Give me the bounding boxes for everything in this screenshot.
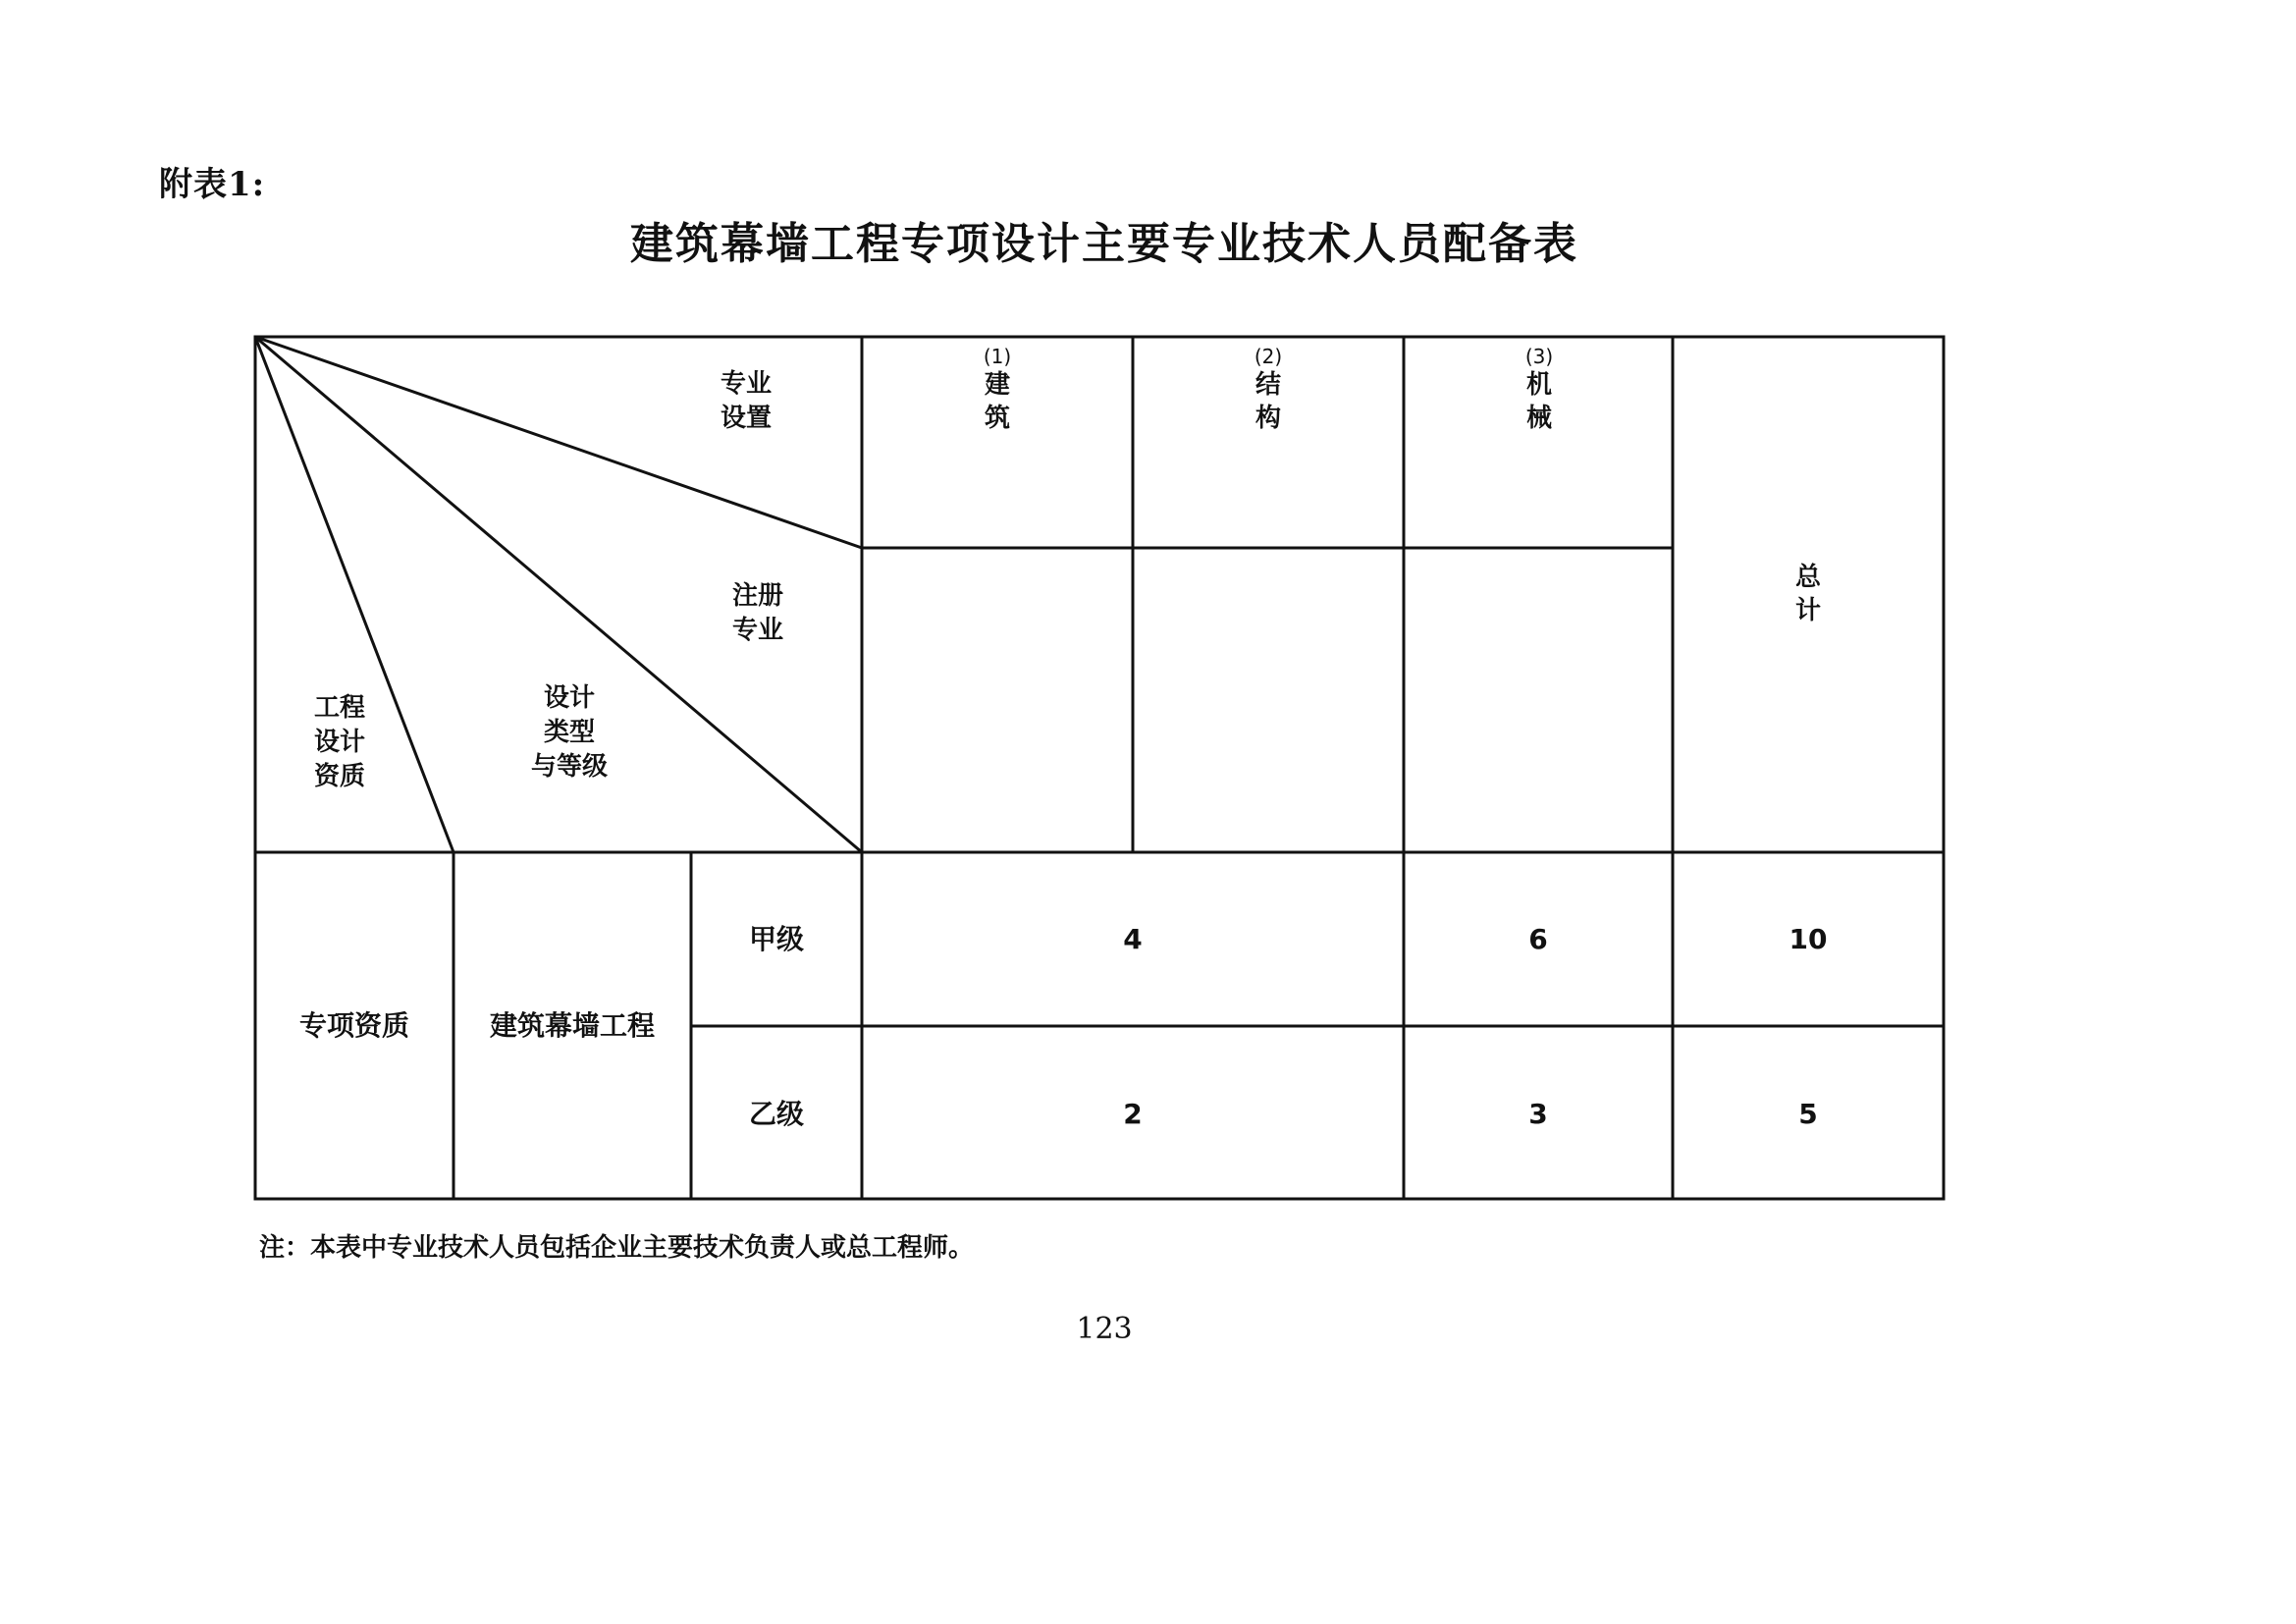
- label-registered-specialty: 注册 专业: [731, 581, 783, 646]
- cell-grade-b: 乙级: [748, 1098, 804, 1130]
- col-header-mechanical: [1520, 344, 1559, 436]
- cell-grade-b-total: 5: [1798, 1098, 1818, 1130]
- cell-qualification: 专项资质: [298, 1009, 409, 1042]
- table-border: [255, 337, 1944, 1199]
- label-engineering-qualification: 工程 设计 资质: [313, 693, 365, 792]
- table-note: 注：本表中专业技术人员包括企业主要技术负责人或总工程师。: [259, 1233, 975, 1263]
- col-header-mechanical-name: 机械: [1525, 370, 1552, 433]
- cell-grade-a: 甲级: [748, 923, 804, 955]
- col-header-structure-num: (2): [1254, 345, 1283, 368]
- cell-design-type: 建筑幕墙工程: [489, 1009, 655, 1042]
- attachment-label: 附表1:: [159, 165, 266, 204]
- col-header-mechanical-num: (3): [1524, 345, 1554, 368]
- label-specialty-setting: 专业 设置: [720, 369, 772, 434]
- cell-grade-b-arch-struct: 2: [1123, 1098, 1143, 1130]
- cell-grade-a-arch-struct: 4: [1123, 923, 1143, 955]
- col-header-total: 总计: [1794, 563, 1821, 625]
- label-design-type-grade: 设计 类型 与等级: [530, 683, 608, 783]
- document-title: 建筑幕墙工程专项设计主要专业技术人员配备表: [630, 219, 1578, 269]
- page-number: 123: [1076, 1312, 1133, 1346]
- col-header-architecture: [978, 344, 1017, 436]
- col-header-architecture-num: (1): [983, 345, 1012, 368]
- col-header-structure: [1249, 344, 1288, 436]
- cell-grade-b-mech: 3: [1528, 1098, 1548, 1130]
- cell-grade-a-total: 10: [1789, 923, 1828, 955]
- cell-grade-a-mech: 6: [1528, 923, 1548, 955]
- col-header-architecture-name: 建筑: [984, 370, 1010, 433]
- col-header-structure-name: 结构: [1255, 370, 1281, 433]
